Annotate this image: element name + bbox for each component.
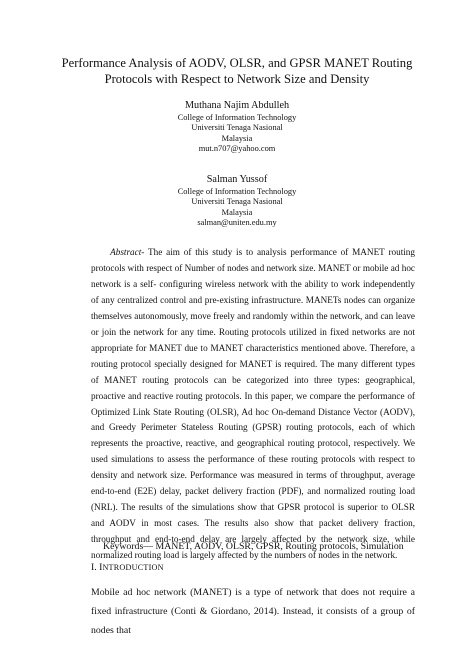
intro-paragraph: Mobile ad hoc network (MANET) is a type of network that does not require a fixed infrastructure (Conti & Giordano, 2014). Instead, it consists of a group of nodes that bbox=[91, 587, 415, 636]
title-line-1: Performance Analysis of AODV, OLSR, and GPSR MANET Routing bbox=[61, 56, 413, 70]
author-email: mut.n707@yahoo.com bbox=[198, 144, 276, 154]
abstract-label: Abstract bbox=[110, 247, 142, 257]
author-name: Muthana Najim Abdulleh bbox=[184, 100, 290, 111]
section-title-rest: NTRODUCTION bbox=[102, 563, 164, 572]
section-heading bbox=[91, 561, 164, 574]
section-title-cap: I bbox=[99, 562, 103, 573]
keywords: Keywords— MANET, AODV, OLSR, GPSR, Routing protocols, Simulation bbox=[103, 541, 404, 552]
abstract bbox=[91, 245, 415, 564]
author-university: Universiti Tenaga Nasional bbox=[191, 123, 283, 133]
author-block-2 bbox=[100, 173, 374, 229]
author-affiliation: College of Information Technology bbox=[177, 187, 297, 196]
author-country: Malaysia bbox=[221, 133, 253, 143]
title-line-2: Protocols with Respect to Network Size and Density bbox=[104, 71, 370, 86]
abstract-text: - The aim of this study is to analysis performance of MANET routing protocols with respect of Number of nodes and network size. MANET or mobile ad hoc network is a self- configuring wireless network with the ability to work independently of any centralized control and pre-existing infrastructure. MANETs nodes can organize themselves autonomously, move freely and randomly within the network, and can leave or join the network for any time. Routing protocols utilized in fixed networks are not appropriate for MANET due to MANET characteristics mentioned above. Therefore, a routing protocol specially designed for MANET is required. The many different types of MANET routing protocols can be categorized into three types: geographical, proactive and reactive routing protocols. In this paper, we compare the performance of Optimized Link State Routing (OLSR), Ad hoc On-demand Distance Vector (AODV), and Greedy Perimeter Stateless Routing (GPSR) routing protocols, each of which represents the proactive, reactive, and geographical routing protocol, respectively. We used simulations to assess the performance of these routing protocols with respect to density and network size. Performance was measured in terms of throughput, average end-to-end (E2E) delay, packet delivery fraction (PDF), and normalized routing load (NRL). The results of the simulations show that GPSR protocol is superior to OLSR and AODV in most cases. The results also show that packet delivery fraction, throughput and end-to-end delay are largely affected by the network size, while normalized routing load is largely affected by the numbers of nodes in the network. bbox=[91, 247, 415, 561]
author-email: salman@uniten.edu.my bbox=[197, 218, 277, 228]
author-block-1 bbox=[100, 99, 374, 155]
section-number: I. bbox=[91, 562, 100, 573]
paper-title bbox=[60, 56, 414, 87]
author-country: Malaysia bbox=[221, 207, 253, 217]
author-university: Universiti Tenaga Nasional bbox=[191, 197, 283, 207]
author-name: Salman Yussof bbox=[206, 174, 268, 185]
author-affiliation: College of Information Technology bbox=[177, 113, 297, 122]
